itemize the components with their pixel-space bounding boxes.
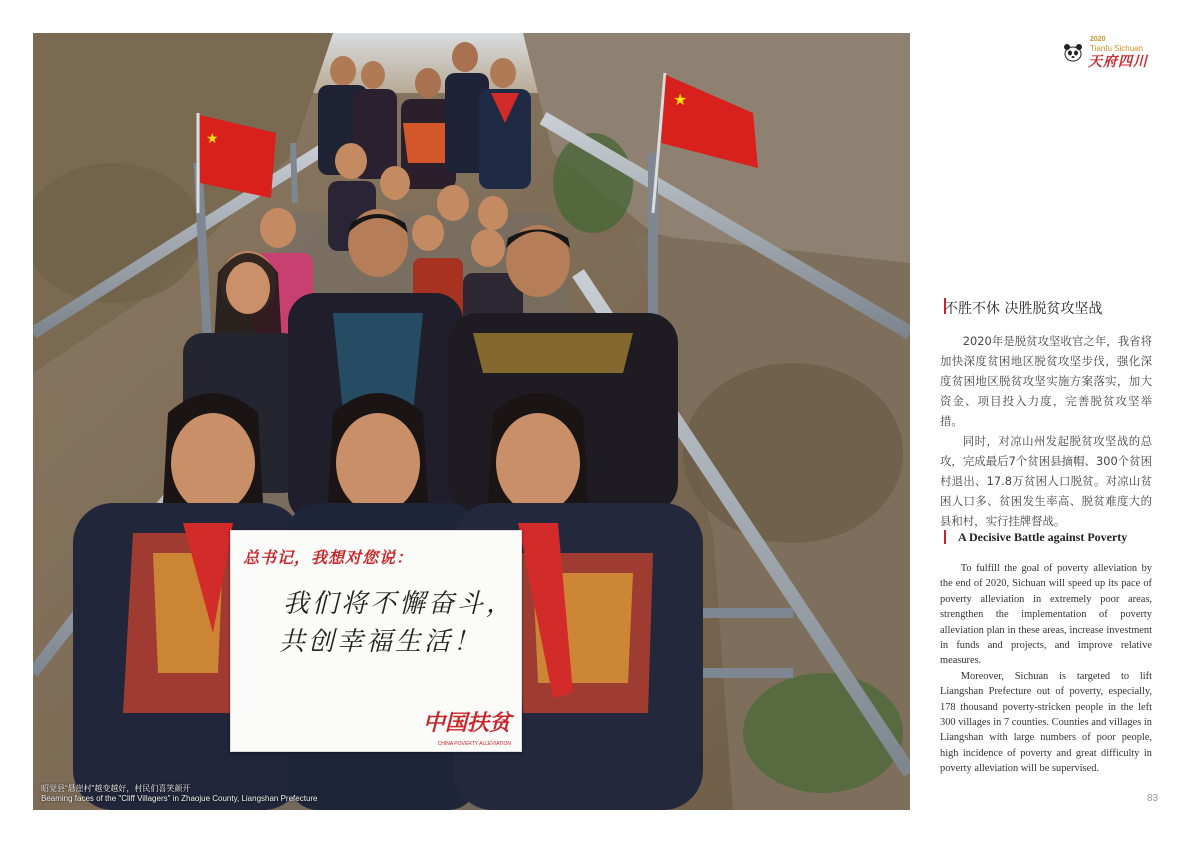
svg-text:★: ★ (206, 131, 219, 147)
photo-caption (41, 784, 318, 804)
brand-english: Tianfu Sichuan (1090, 44, 1144, 53)
english-heading: A Decisive Battle against Poverty (958, 530, 1128, 544)
sign-line-2: 共创幸福生活！ (279, 627, 483, 657)
caption-english: Beaming faces of the "Cliff Villagers" in Zhaojue County, Liangshan Prefecture (41, 794, 318, 803)
page-number: 83 (1147, 793, 1159, 804)
english-paragraph: Moreover, Sichuan is targeted to lift Liangshan Prefecture out of poverty, especially, 178 thousand poverty-stricken people in the left 300 villages in 7 counties. Counties and villages in Liangshan with large numbers of poor people, high incidence of poverty and great difficulty in poverty alleviation will be supervised. (940, 670, 1152, 775)
china-poverty-alleviation-logo: 中国扶贫 (422, 710, 511, 736)
brand-chinese: 天府四川 (1088, 54, 1148, 70)
brand-year: 2020 (1090, 36, 1106, 43)
chinese-body (940, 331, 1152, 531)
feature-photo (33, 33, 910, 810)
sign-heading: 总书记，我想对您说： (243, 548, 414, 567)
panda-icon (1062, 42, 1084, 62)
handwritten-sign (230, 530, 522, 752)
chinese-paragraph: 同时，对凉山州发起脱贫攻坚战的总攻，完成最后7个贫困县摘帽、300个贫困村退出、17.8万贫困人口脱贫。对凉山贫困人口多、贫困发生率高、脱贫难度大的县和村，实行挂牌督战。 (940, 434, 1152, 528)
logo-subtitle: CHINA POVERTY ALLEVIATION (437, 741, 511, 747)
sign-line-1: 我们将不懈奋斗， (283, 589, 516, 619)
chinese-heading: 不胜不休 决胜脱贫攻坚战 (944, 301, 1103, 317)
caption-chinese: 昭觉县“悬崖村”越变越好，村民们喜笑颜开 (41, 784, 191, 793)
section-marker (944, 530, 946, 544)
english-body (940, 561, 1152, 777)
brand-logo (1060, 36, 1160, 70)
english-paragraph: To fulfill the goal of poverty alleviation by the end of 2020, Sichuan will speed up its pace of poverty alleviation in extremely poor areas, strengthen the implementation of poverty alleviation plan in these areas, increase investment in funds and projects, and improve relative measures. (940, 563, 1152, 667)
chinese-paragraph: 2020年是脱贫攻坚收官之年，我省将加快深度贫困地区脱贫攻坚步伐，强化深度贫困地区脱贫攻坚实施方案落实，加大资金、项目投入力度，完善脱贫攻坚举措。 (940, 334, 1152, 428)
svg-text:★: ★ (673, 90, 688, 109)
